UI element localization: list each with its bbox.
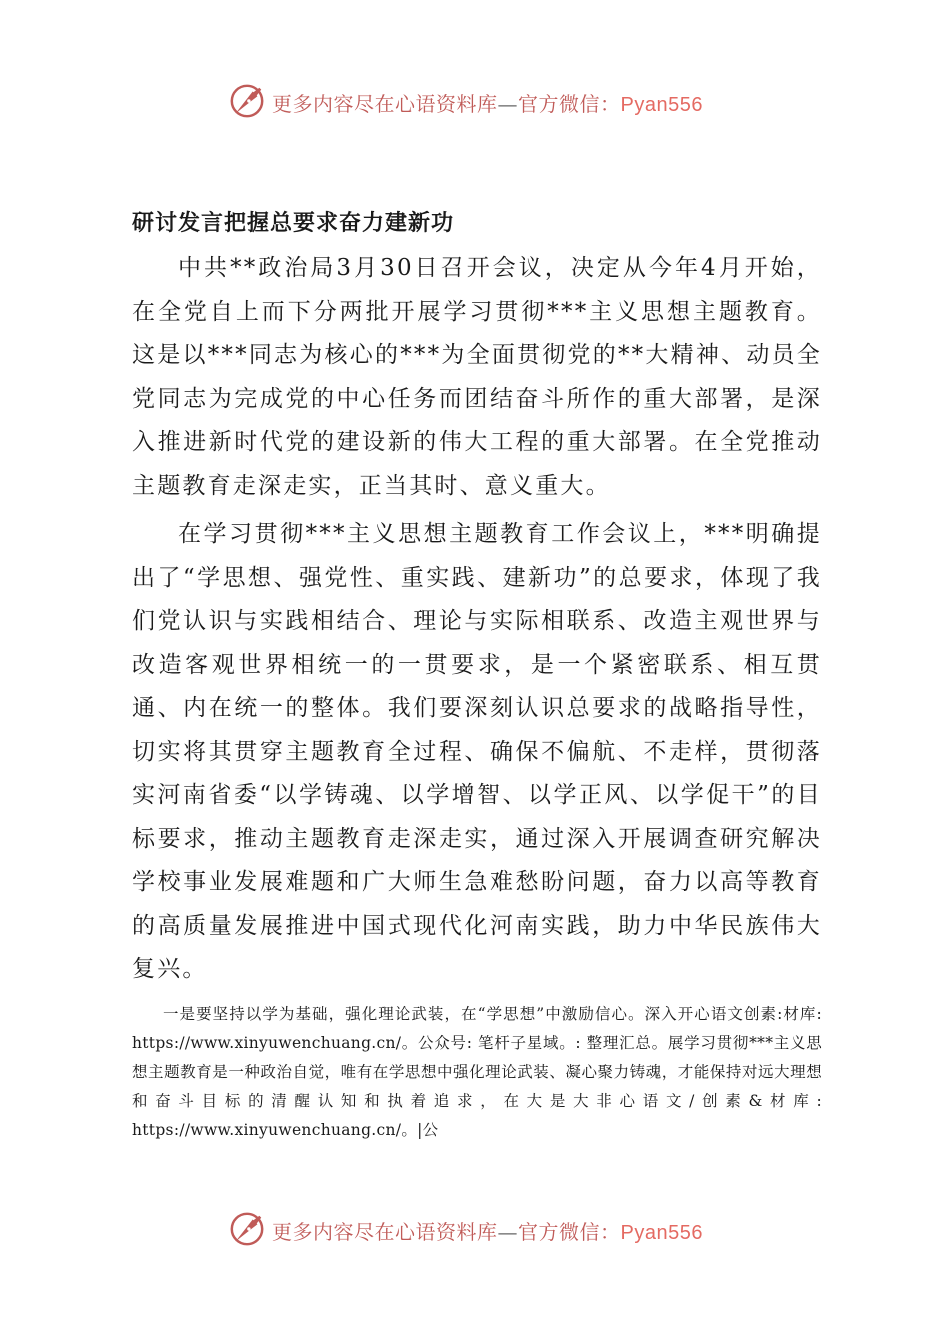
- footer-banner: [0, 1208, 950, 1254]
- pen-nib-logo-icon: [228, 82, 266, 120]
- banner-text: [272, 1216, 703, 1245]
- banner-separator: —: [497, 1220, 518, 1244]
- banner-handle: Pyan556: [620, 94, 703, 116]
- banner-contact-label: 官方微信：: [518, 1220, 621, 1244]
- banner-contact-label: 官方微信：: [518, 92, 621, 116]
- banner-text: [272, 88, 703, 117]
- pen-nib-logo-icon: [228, 1210, 266, 1248]
- document-title: 研讨发言把握总要求奋力建新功: [132, 210, 455, 236]
- body-paragraph: 中共**政治局3月30日召开会议，决定从今年4月开始，在全党自上而下分两批开展学习贯彻***主义思想主题教育。这是以***同志为核心的***为全面贯彻党的**大精神、动员全党同志为完成党的中心任务而团结奋斗所作的重大部署，是深入推进新时代党的建设新的伟大工程的重大部署。在全党推动主题教育走深走实，正当其时、意义重大。: [132, 255, 822, 499]
- header-banner: [0, 80, 950, 126]
- document-body: [132, 205, 822, 1145]
- banner-slogan: 更多内容尽在心语资料库: [272, 1220, 498, 1244]
- banner-separator: —: [497, 92, 518, 116]
- small-print-paragraph: 一是要坚持以学为基础，强化理论武装，在“学思想”中激励信心。深入开心语文创素:材库: https://www.xinyuwenchuang.cn/。公众号: 笔杆子星域。: 整理汇总。展学习贯彻***主义思想主题教育是一种政治自觉，唯有在学思想中强化理论武装、凝心聚力铸魂，才能保持对远大理想和奋斗目标的清醒认知和执着追求，在大是大非心语文/创素&材库: https://www.xinyuwenchuang.cn/。|公: [132, 1004, 822, 1139]
- body-paragraph: 在学习贯彻***主义思想主题教育工作会议上，***明确提出了“学思想、强党性、重实践、建新功”的总要求，体现了我们党认识与实践相结合、理论与实际相联系、改造主观世界与改造客观世界相统一的一贯要求，是一个紧密联系、相互贯通、内在统一的整体。我们要深刻认识总要求的战略指导性，切实将其贯穿主题教育全过程、确保不偏航、不走样，贯彻落实河南省委“以学铸魂、以学增智、以学正风、以学促干”的目标要求，推动主题教育走深走实，通过深入开展调查研究解决学校事业发展难题和广大师生急难愁盼问题，奋力以高等教育的高质量发展推进中国式现代化河南实践，助力中华民族伟大复兴。: [132, 521, 822, 982]
- banner-handle: Pyan556: [620, 1222, 703, 1244]
- banner-slogan: 更多内容尽在心语资料库: [272, 92, 498, 116]
